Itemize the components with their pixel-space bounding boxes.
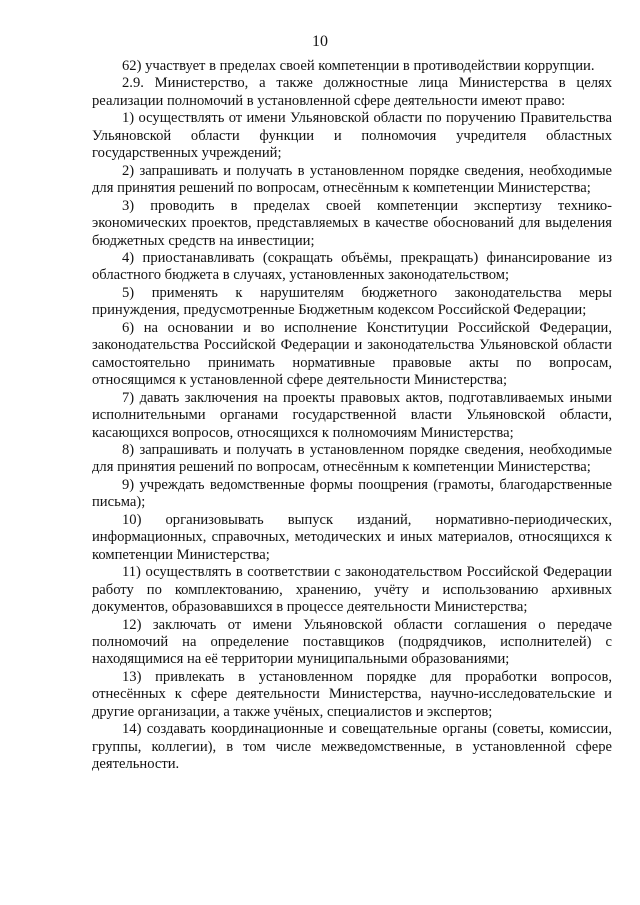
paragraph-right-10: 10) организовывать выпуск изданий, нормативно-периодических, информационных, справочных, методических и иных материалов, относящихся к компетенции Министерства; xyxy=(92,511,612,563)
paragraph-right-14: 14) создавать координационные и совещательные органы (советы, комиссии, группы, коллегии), в том числе межведомственные, в установленной сфере деятельности. xyxy=(92,721,612,773)
paragraph-right-12: 12) заключать от имени Ульяновской области соглашения о передаче полномочий на определение поставщиков (подрядчиков, исполнителей) с находящимися на её территории муниципальными образованиями; xyxy=(92,616,612,668)
paragraph-section-2-9: 2.9. Министерство, а также должностные лица Министерства в целях реализации полномочий в установленной сфере деятельности имеют право: xyxy=(92,75,612,109)
paragraph-right-7: 7) давать заключения на проекты правовых актов, подготавливаемых иными исполнительными органами государственной власти Ульяновской области, касающихся вопросов, относящихся к полномочиям Министерства; xyxy=(92,389,612,441)
paragraph-right-2: 2) запрашивать и получать в установленном порядке сведения, необходимые для принятия решений по вопросам, отнесённым к компетенции Министерства; xyxy=(92,162,612,197)
paragraph-right-11: 11) осуществлять в соответствии с законодательством Российской Федерации работу по комплектованию, хранению, учёту и использованию архивных документов, образовавшихся в процессе деятельности Министерства; xyxy=(92,564,612,616)
paragraph-right-3: 3) проводить в пределах своей компетенции экспертизу технико-экономических проектов, представляемых в качестве обоснований для выделения бюджетных средств на инвестиции; xyxy=(92,197,612,249)
paragraph-right-6: 6) на основании и во исполнение Конституции Российской Федерации, законодательства Российской Федерации и законодательства Ульяновской области самостоятельно принимать нормативные правовые акты по вопросам, относящимся к установленной сфере деятельности Министерства; xyxy=(92,319,612,389)
paragraph-right-13: 13) привлекать в установленном порядке для проработки вопросов, отнесённых к сфере деятельности Министерства, научно-исследовательские и другие организации, а также учёных, специалистов и экспертов; xyxy=(92,668,612,720)
paragraph-right-8: 8) запрашивать и получать в установленном порядке сведения, необходимые для принятия решений по вопросам, отнесённым к компетенции Министерства; xyxy=(92,441,612,476)
paragraph-right-1: 1) осуществлять от имени Ульяновской области по поручению Правительства Ульяновской области функции и полномочия учредителя областных государственных учреждений; xyxy=(92,110,612,162)
paragraph-right-9: 9) учреждать ведомственные формы поощрения (грамоты, благодарственные письма); xyxy=(92,476,612,511)
paragraph-item-62: 62) участвует в пределах своей компетенции в противодействии коррупции. xyxy=(122,58,595,74)
paragraph-right-5: 5) применять к нарушителям бюджетного законодательства меры принуждения, предусмотренные Бюджетным кодексом Российской Федерации; xyxy=(92,284,612,319)
document-body xyxy=(92,58,612,774)
paragraph-right-4: 4) приостанавливать (сокращать объёмы, прекращать) финансирование из областного бюджета в случаях, установленных законодательством; xyxy=(92,249,612,284)
page-number: 10 xyxy=(312,33,328,50)
